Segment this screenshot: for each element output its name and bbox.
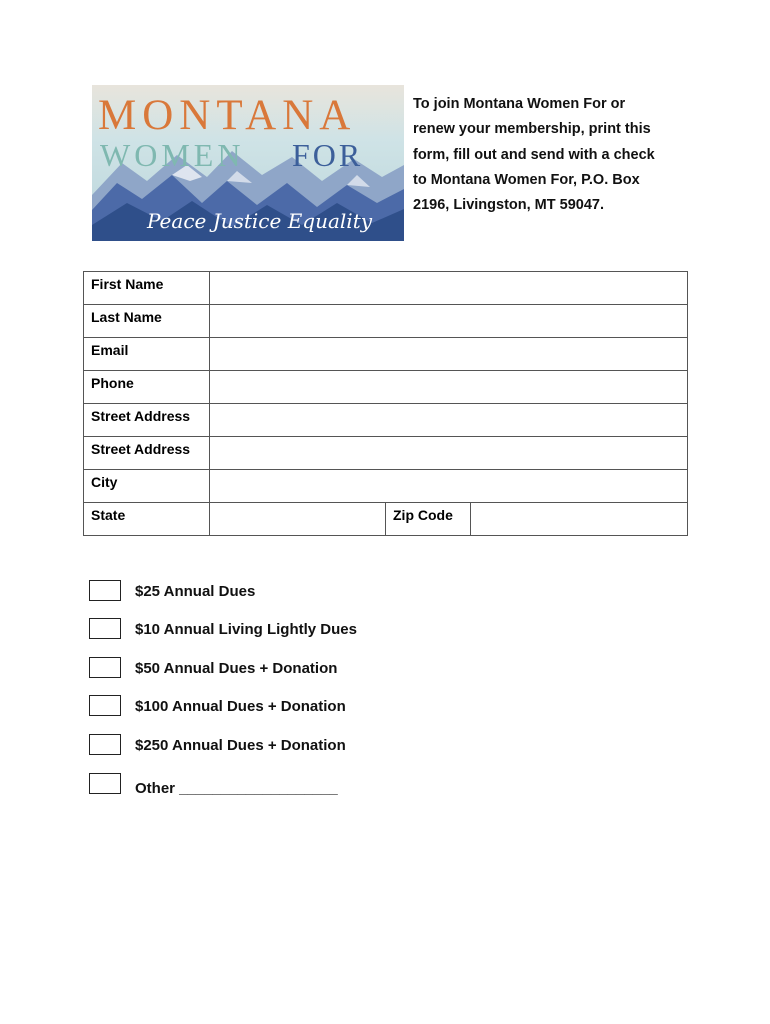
zip-code-field[interactable] (471, 503, 688, 536)
membership-instructions (413, 92, 713, 218)
option-label: $50 Annual Dues + Donation (135, 660, 338, 677)
logo-women-text: WOMEN (100, 137, 245, 173)
montana-women-for-logo (92, 85, 404, 241)
instruction-line: 2196, Livingston, MT 59047. (413, 197, 604, 214)
checkbox[interactable] (89, 618, 121, 639)
city-field[interactable] (210, 470, 688, 503)
instruction-line: To join Montana Women For or (413, 96, 626, 112)
last-name-label: Last Name (84, 305, 210, 338)
phone-label: Phone (84, 371, 210, 404)
option-label: $25 Annual Dues (135, 583, 256, 600)
form-row-first-name (84, 272, 688, 305)
option-250-dues-donation[interactable] (89, 734, 489, 758)
first-name-label: First Name (84, 272, 210, 305)
form-row-last-name (84, 305, 688, 338)
street-address-2-field[interactable] (210, 437, 688, 470)
form-row-street-address-2 (84, 437, 688, 470)
street-address-label: Street Address (84, 404, 210, 437)
checkbox[interactable] (89, 695, 121, 716)
street-address-2-label: Street Address (84, 437, 210, 470)
zip-code-label: Zip Code (386, 503, 471, 536)
option-label: $100 Annual Dues + Donation (135, 698, 346, 715)
checkbox[interactable] (89, 580, 121, 601)
form-row-phone (84, 371, 688, 404)
form-row-street-address-1 (84, 404, 688, 437)
last-name-field[interactable] (210, 305, 688, 338)
first-name-field[interactable] (210, 272, 688, 305)
city-label: City (84, 470, 210, 503)
form-row-state-zip (84, 503, 688, 536)
email-label: Email (84, 338, 210, 371)
email-field[interactable] (210, 338, 688, 371)
checkbox[interactable] (89, 734, 121, 755)
checkbox[interactable] (89, 773, 121, 794)
logo-artwork (92, 85, 404, 241)
membership-form-table (83, 271, 688, 536)
option-other[interactable] (89, 773, 489, 797)
phone-field[interactable] (210, 371, 688, 404)
option-50-dues-donation[interactable] (89, 657, 489, 681)
option-label: $250 Annual Dues + Donation (135, 737, 346, 754)
form-row-email (84, 338, 688, 371)
instruction-line: to Montana Women For, P.O. Box (413, 171, 640, 188)
checkbox[interactable] (89, 657, 121, 678)
instruction-line: form, fill out and send with a check (413, 146, 655, 163)
instruction-line: renew your membership, print this (413, 121, 651, 138)
logo-for-text: FOR (292, 137, 364, 173)
form-row-city (84, 470, 688, 503)
option-10-living-lightly[interactable] (89, 618, 489, 642)
logo-tagline-text: Peace Justice Equality (147, 209, 373, 233)
street-address-field[interactable] (210, 404, 688, 437)
state-field[interactable] (210, 503, 386, 536)
state-label: State (84, 503, 210, 536)
logo-montana-text: MONTANA (98, 92, 357, 139)
option-label: $10 Annual Living Lightly Dues (135, 621, 357, 638)
option-100-dues-donation[interactable] (89, 695, 489, 719)
option-label: Other ___________________ (135, 780, 338, 797)
option-25-annual-dues[interactable] (89, 580, 489, 604)
